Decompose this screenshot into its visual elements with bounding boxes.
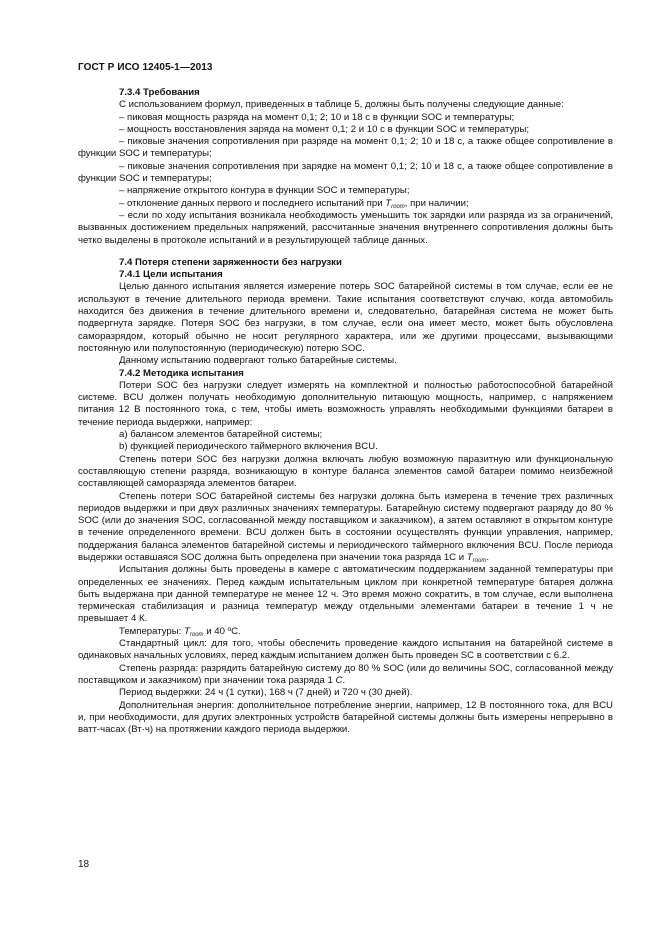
section-heading-7-4: 7.4 Потеря степени заряженности без нагрузки [119,256,342,268]
document-header: ГОСТ Р ИСО 12405-1—2013 [78,62,213,73]
deviation-suffix: , при наличии; [404,197,469,209]
paragraph [78,663,613,688]
list-item: – пиковые значения сопротивления при разряде на момент 0,1; 2; 10 и 18 с, а также общее сопротивление в функции SOC и температуры; [78,136,613,160]
paragraph-intro: С использованием формул, приведенных в таблице 5, должны быть получены следующие данные: [119,99,564,111]
paragraph: Период выдержки: 24 ч (1 сутки), 168 ч (7 дней) и 720 ч (30 дней). [119,687,413,699]
subsection-heading-7-4-1: 7.4.1 Цели испытания [119,269,223,281]
paragraph-temperatures [78,626,613,638]
paragraph: Степень потери SOC без нагрузки должна включать любую возможную паразитную или функциональную составляющую степени разряда, возникающую в контуре баланса элементов самой батареи помимо неизбежной составляющей саморазряда элементов батареи. [78,453,613,490]
symbol-room: room [189,631,204,638]
page-number: 18 [78,859,90,870]
list-item: – пиковые значения сопротивления при зарядке на момент 0,1; 2; 10 и 18 с, а также общее сопротивление в функции SOC и температуры; [78,160,613,185]
symbol-t: T [184,625,190,637]
paragraph-text-end: . [342,674,346,686]
subsection-heading-7-4-2: 7.4.2 Методика испытания [119,367,244,379]
list-item: – мощность восстановления заряда на момент 0,1; 2 и 10 с в функции SOC и температуры; [119,123,530,135]
list-item: а) балансом элементов батарейной системы; [119,429,323,441]
list-item: – напряжение открытого контура в функции SOC и температуры; [119,185,410,197]
paragraph: Целью данного испытания является измерение потерь SOC батарейной системы в том случае, если ее не используют в течение длительного периода времени. Такие испытания соответствуют случаю, когда автомобиль находится без движения в течение длительного времени и, следовательно, батарейная система не может быть подвергнута зарядке. Потеря SOC без нагрузки, в том случае, если она имеет место, может быть обусловлена саморазрядом, который обычно не носит регулярного характера, или же другими процессами, вызывающими постоянную или полупостоянную (периодическую) потерю SOC. [78,281,613,354]
list-item: b) функцией периодического таймерного включения BCU. [119,441,378,453]
symbol-c: С [335,674,343,686]
paragraph: Испытания должны быть проведены в камере с автоматическим поддержанием заданной температуры при определенных ее значениях. Перед каждым испытательным циклом при конкретной температуре батарея должна быть выдержана при данной температуре не менее 12 ч. Это время можно сократить, в том случае, если выполнена термическая стабилизация и разница температур между отдельными элементами батареи в течение 1 ч не превышает 4 К. [78,564,613,625]
paragraph-text: Степень потери SOC батарейной системы без нагрузки должна быть измерена в течение трех различных периодов выдержки и при двух различных значениях температуры. Батарейную систему подвергают разряду до 80 % SOC (или до значения SOC, согласованной между поставщиком и заказчиком), а затем оставляют в открытом контуре в течение определенного времени. BCU должен быть в состоянии осуществлять функции управления, например, поддержания баланса элементов батарейной системы и периодического таймерного включения BCU. После периода выдержки оставшаяся SOC должна быть определена при значении тока разряда 1C и [78,490,613,563]
paragraph: Данному испытанию подвергают только батарейные системы. [119,355,397,367]
paragraph-text-end: . [486,551,489,563]
symbol-t: T [385,197,392,209]
paragraph: Дополнительная энергия: дополнительное потребление энергии, например, 12 В постоянного тока, для BCU и, при необходимости, для других электронных устройств батарейной системы должны быть измерены непрерывно в ватт-часах (Вт·ч) на протяжении каждого периода выдержки. [78,699,613,736]
temps-suffix: и 40 ºС. [203,625,241,637]
symbol-room: room [391,203,405,210]
paragraph: Потери SOC без нагрузки следует измерять на комплектной и полностью работоспособной батарейной системе. BCU должен получать необходимую дополнительную питающую мощность, например, с напряжением питания 12 В постоянного тока, с тем, чтобы иметь возможность управлять необходимыми функциями батареи в течение периода выдержки, например: [78,379,613,428]
symbol-t: T [466,551,473,563]
list-item: – если по ходу испытания возникала необходимость уменьшить ток зарядки или разряда из за ограничений, вызванных достижением предельных напряжений, рассчитанные значения внутреннего сопротивления должны быть четко выделены в протоколе испытаний и в результирующей таблице данных. [78,209,613,246]
paragraph: Стандартный цикл: для того, чтобы обеспечить проведение каждого испытания на батарейной системе в одинаковых начальных условиях, перед каждым испытанием должен быть проведен SC в соответствии с 6.2. [78,638,613,662]
temps-prefix: Температуры: [119,625,184,637]
paragraph [78,491,613,565]
page-content [78,87,613,736]
symbol-room: room [472,557,487,564]
deviation-prefix: – отклонение данных первого и последнего испытаний при [119,197,386,209]
section-heading-7-3-4: 7.3.4 Требования [119,87,200,98]
list-item: – пиковая мощность разряда на момент 0,1; 2; 10 и 18 с в функции SOC и температуры; [119,111,515,123]
list-item-deviation [78,198,613,210]
paragraph-text: Степень разряда: разрядить батарейную систему до 80 % SOC (или до величины SOC, согласованной между поставщиком и заказчиком) при значении тока разряда 1 [78,662,613,686]
